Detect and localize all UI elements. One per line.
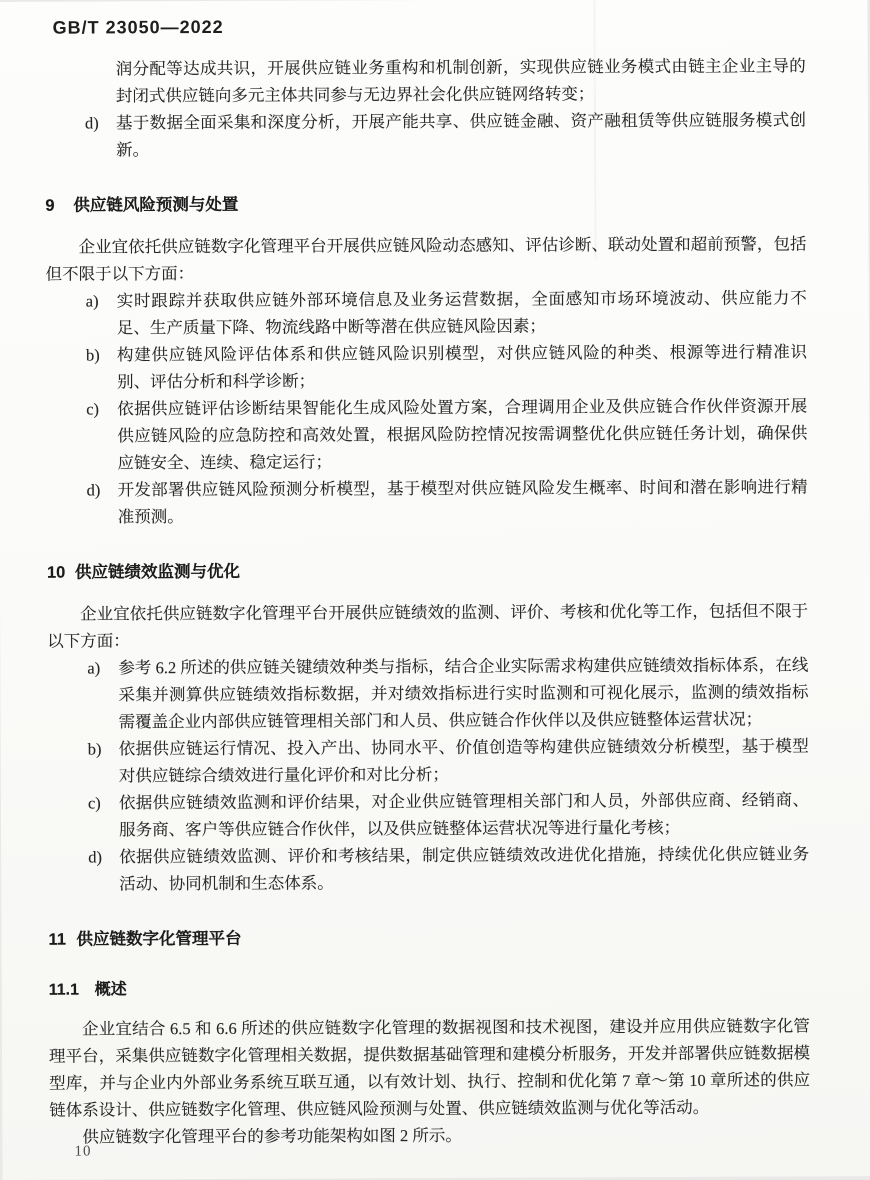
list-item-marker: d): [86, 480, 101, 500]
section-10-intro: 企业宜依托供应链数字化管理平台开展供应链绩效的监测、评价、考核和优化等工作，包括但不限于以下方面：: [47, 601, 809, 651]
subsection-11-1-heading: [49, 974, 810, 1003]
list-item: [48, 840, 809, 897]
page-body: [0, 52, 870, 1151]
list-item-marker: d): [88, 847, 102, 867]
list-item: [46, 284, 807, 341]
subsection-paragraph: 企业宜结合 6.5 和 6.6 所述的供应链数字化管理的数据视图和技术视图，建设并应用供应链数字化管理平台，采集供应链数字化管理相关数据，提供数据基础管理和建模分析服务，开发并部署供应链数据模型库，并与企业内外部业务系统互联互通，以有效计划、执行、控制和优化第 7 章～第 10 章所述的供应链体系设计、供应链数字化管理、供应链风险预测与处置、供应链绩效监测与优化等活动。: [48, 1016, 811, 1120]
section-number: 11: [48, 930, 67, 949]
list-item: [48, 786, 809, 843]
list-item-marker: b): [85, 345, 100, 365]
section-11-heading: [48, 922, 809, 953]
list-item-marker: a): [87, 658, 101, 678]
list-item-marker: b): [87, 739, 102, 759]
list-item-text: 实时跟踪并获取供应链外部环境信息及业务运营数据，全面感知市场环境波动、供应能力不足、生产质量下降、物流线路中断等潜在供应链风险因素；: [116, 288, 807, 338]
standard-number-header: GB/T 23050—2022: [52, 16, 224, 38]
continued-paragraph: 润分配等达成共识，开展供应链业务重构和机制创新，实现供应链业务模式由链主企业主导的封闭式供应链向多元主体共同参与无边界社会化供应链网络转变；: [115, 56, 806, 106]
list-item-text: 参考 6.2 所述的供应链关键绩效种类与指标，结合企业实际需求构建供应链绩效指标体系，在线采集并测算供应链绩效指标数据，并对绩效指标进行实时监测和可视化展示，监测的绩效指标需覆盖企业内部供应链管理相关部门和人员、供应链合作伙伴以及供应链整体运营状况；: [118, 655, 809, 732]
list-item-text: 依据供应链评估诊断结果智能化生成风险处置方案，合理调用企业及供应链合作伙伴资源开展供应链风险的应急防控和高效处置，根据风险防控情况按需调整优化供应链任务计划，确保供应链安全、连续、稳定运行；: [117, 396, 808, 473]
page-number: 10: [74, 1143, 92, 1160]
list-item: [47, 651, 808, 735]
section-number: 10: [46, 563, 66, 582]
section-9-intro: 企业宜依托供应链数字化管理平台开展供应链风险动态感知、评估诊断、联动处置和超前预警，包括但不限于以下方面：: [45, 234, 807, 284]
list-item: [45, 106, 806, 163]
list-item: [47, 473, 808, 530]
list-item: [46, 392, 807, 476]
list-item: [48, 732, 809, 789]
list-item-text: 基于数据全面采集和深度分析，开展产能共享、供应链金融、资产融租赁等供应链服务模式创新。: [115, 110, 806, 160]
list-item-text: 依据供应链运行情况、投入产出、协同水平、价值创造等构建供应链绩效分析模型，基于模型对供应链综合绩效进行量化评价和对比分析；: [118, 736, 809, 786]
subsection-number: 11.1: [48, 981, 80, 999]
section-title: 供应链数字化管理平台: [76, 929, 242, 949]
section-title: 供应链风险预测与处置: [73, 195, 239, 215]
list-item-text: 依据供应链绩效监测、评价和考核结果，制定供应链绩效改进优化措施，持续优化供应链业务活动、协同机制和生态体系。: [119, 844, 810, 894]
list-item-text: 构建供应链风险评估体系和供应链风险识别模型，对供应链风险的种类、根源等进行精准识别、评估分析和科学诊断；: [116, 342, 808, 392]
list-item-marker: d): [84, 113, 99, 133]
section-10-heading: [47, 555, 808, 586]
list-item-marker: a): [85, 291, 99, 311]
section-title: 供应链绩效监测与优化: [74, 562, 240, 582]
list-item-marker: c): [87, 793, 101, 813]
section-number: 9: [45, 196, 55, 215]
subsection-title: 概述: [94, 981, 127, 999]
list-item: [46, 338, 807, 395]
list-item-marker: c): [86, 399, 100, 419]
subsection-paragraph: 供应链数字化管理平台的参考功能架构如图 2 所示。: [82, 1125, 462, 1147]
list-item-text: 开发部署供应链风险预测分析模型，基于模型对供应链风险发生概率、时间和潜在影响进行精准预测。: [117, 477, 808, 527]
section-9-heading: [45, 188, 806, 219]
list-item-text: 依据供应链绩效监测和评价结果，对企业供应链管理相关部门和人员，外部供应商、经销商、服务商、客户等供应链合作伙伴，以及供应链整体运营状况等进行量化考核；: [118, 790, 809, 840]
